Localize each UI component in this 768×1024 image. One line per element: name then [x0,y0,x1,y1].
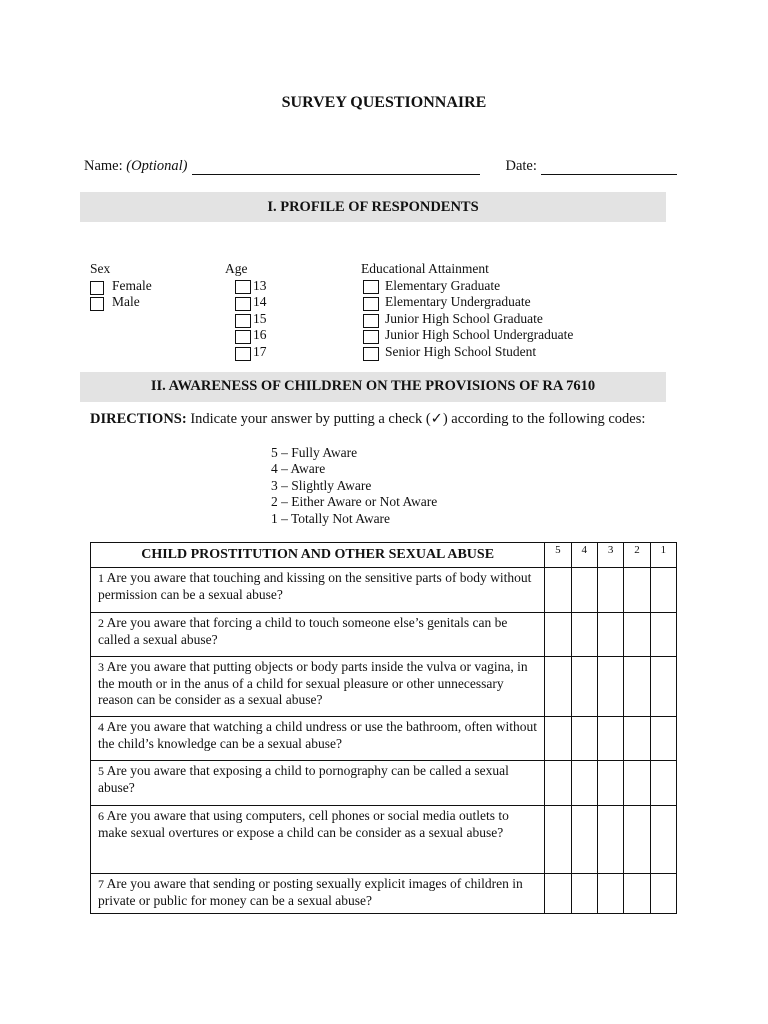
option-label: 17 [253,343,267,359]
answer-cell[interactable] [571,568,597,613]
scale-header-1: 1 [650,543,676,568]
answer-cell[interactable] [624,761,650,806]
name-field[interactable] [192,159,480,175]
table-row [91,761,677,806]
answer-cell[interactable] [545,761,571,806]
directions-label: DIRECTIONS: [90,411,187,427]
code-item: 1 – Totally Not Aware [271,510,391,526]
code-item: 4 – Aware [271,461,326,477]
option-label: Male [112,294,140,310]
question-text: Are you aware that watching a child undress or use the bathroom, often without the child’s knowledge can be a sexual abuse? [98,719,538,751]
question-number: 3 [98,660,104,674]
education-group [361,261,573,361]
question-number: 6 [98,809,104,823]
rating-codes [271,445,437,527]
answer-cell[interactable] [571,806,597,874]
answer-cell[interactable] [597,874,623,914]
name-date-row [84,158,677,175]
checkbox[interactable] [90,281,104,295]
table-row [91,568,677,613]
answer-cell[interactable] [571,874,597,914]
date-field[interactable] [541,159,677,175]
question-number: 5 [98,764,104,778]
scale-header-5: 5 [545,543,571,568]
section-profile-heading: I. PROFILE OF RESPONDENTS [80,192,666,222]
question-number: 7 [98,877,104,891]
table-row [91,874,677,914]
question-text: Are you aware that exposing a child to pornography can be called a sexual abuse? [98,763,509,795]
sex-option-male[interactable] [90,294,152,311]
checkbox[interactable] [363,297,379,311]
table-row [91,613,677,657]
question-cell [91,874,545,914]
answer-cell[interactable] [597,657,623,717]
question-cell [91,657,545,717]
question-cell [91,761,545,806]
directions [90,411,645,428]
option-label: 14 [253,294,267,310]
question-cell [91,806,545,874]
answer-cell[interactable] [624,568,650,613]
answer-cell[interactable] [571,717,597,761]
education-label: Educational Attainment [361,261,489,276]
question-text: Are you aware that sending or posting sexually explicit images of children in private or public for money can be a sexual abuse? [98,876,523,908]
answer-cell[interactable] [624,717,650,761]
checkbox[interactable] [235,297,251,311]
answer-cell[interactable] [545,806,571,874]
answer-cell[interactable] [545,657,571,717]
question-cell [91,717,545,761]
checkbox[interactable] [235,330,251,344]
option-label: Female [112,277,152,293]
code-item: 5 – Fully Aware [271,445,358,460]
table-row [91,717,677,761]
answer-cell[interactable] [624,657,650,717]
question-number: 4 [98,720,104,734]
answer-cell[interactable] [650,761,676,806]
sex-group [90,261,152,311]
table-row [91,657,677,717]
table-heading: CHILD PROSTITUTION AND OTHER SEXUAL ABUSE [91,543,545,568]
answer-cell[interactable] [650,806,676,874]
answer-cell[interactable] [624,613,650,657]
checkbox[interactable] [235,314,251,328]
checkbox[interactable] [363,347,379,361]
education-option[interactable] [361,327,573,344]
age-option-13[interactable] [225,278,267,295]
age-option-14[interactable] [225,294,267,311]
answer-cell[interactable] [571,613,597,657]
education-option[interactable] [361,344,573,361]
answer-cell[interactable] [597,568,623,613]
question-text: Are you aware that forcing a child to touch someone else’s genitals can be called a sexual abuse? [98,615,508,647]
answer-cell[interactable] [650,717,676,761]
answer-cell[interactable] [650,568,676,613]
education-option[interactable] [361,311,573,328]
name-optional-note: (Optional) [126,158,188,174]
answer-cell[interactable] [571,761,597,806]
answer-cell[interactable] [597,717,623,761]
date-label: Date: [505,158,537,174]
age-option-16[interactable] [225,327,267,344]
question-cell [91,613,545,657]
education-option[interactable] [361,278,573,295]
age-label: Age [225,261,248,276]
scale-header-4: 4 [571,543,597,568]
directions-text: Indicate your answer by putting a check (✓) according to the following codes: [190,411,646,427]
checkbox[interactable] [90,297,104,311]
age-option-17[interactable] [225,344,267,361]
answer-cell[interactable] [545,717,571,761]
answer-cell[interactable] [545,874,571,914]
answer-cell[interactable] [545,568,571,613]
table-header-row [91,543,677,568]
age-group [225,261,267,361]
answer-cell[interactable] [650,657,676,717]
answer-cell[interactable] [545,613,571,657]
checkbox[interactable] [363,330,379,344]
sex-label: Sex [90,261,111,276]
survey-table [90,542,677,914]
checkbox[interactable] [235,347,251,361]
section-awareness-heading: II. AWARENESS OF CHILDREN ON THE PROVISIONS OF RA 7610 [80,372,666,402]
answer-cell[interactable] [650,613,676,657]
option-label: Elementary Undergraduate [385,294,531,310]
answer-cell[interactable] [597,806,623,874]
answer-cell[interactable] [571,657,597,717]
answer-cell[interactable] [624,874,650,914]
code-item: 2 – Either Aware or Not Aware [271,494,438,510]
name-label: Name: [84,158,123,174]
sex-option-female[interactable] [90,278,152,295]
question-text: Are you aware that touching and kissing on the sensitive parts of body without permission can be a sexual abuse? [98,570,532,602]
option-label: Elementary Graduate [385,277,501,293]
option-label: 15 [253,310,267,326]
scale-header-3: 3 [597,543,623,568]
checkbox[interactable] [363,280,379,294]
answer-cell[interactable] [597,613,623,657]
question-text: Are you aware that using computers, cell phones or social media outlets to make sexual overtures or expose a child can be consider as a sexual abuse? [98,808,509,840]
option-label: Senior High School Student [385,343,537,359]
document-title: SURVEY QUESTIONNAIRE [281,94,487,111]
age-option-15[interactable] [225,311,267,328]
option-label: 16 [253,327,267,343]
code-item: 3 – Slightly Aware [271,477,372,493]
scale-header-2: 2 [624,543,650,568]
option-label: 13 [253,277,267,293]
answer-cell[interactable] [597,761,623,806]
question-number: 2 [98,616,104,630]
option-label: Junior High School Graduate [385,310,543,326]
question-number: 1 [98,571,104,585]
question-cell [91,568,545,613]
option-label: Junior High School Undergraduate [385,327,574,343]
education-option[interactable] [361,294,573,311]
table-row [91,806,677,874]
answer-cell[interactable] [650,874,676,914]
checkbox[interactable] [235,280,251,294]
answer-cell[interactable] [624,806,650,874]
question-text: Are you aware that putting objects or body parts inside the vulva or vagina, in the mouth or in the anus of a child for sexual pleasure or other unnecessary reason can be consider as a sexual abuse? [98,659,528,708]
checkbox[interactable] [363,314,379,328]
